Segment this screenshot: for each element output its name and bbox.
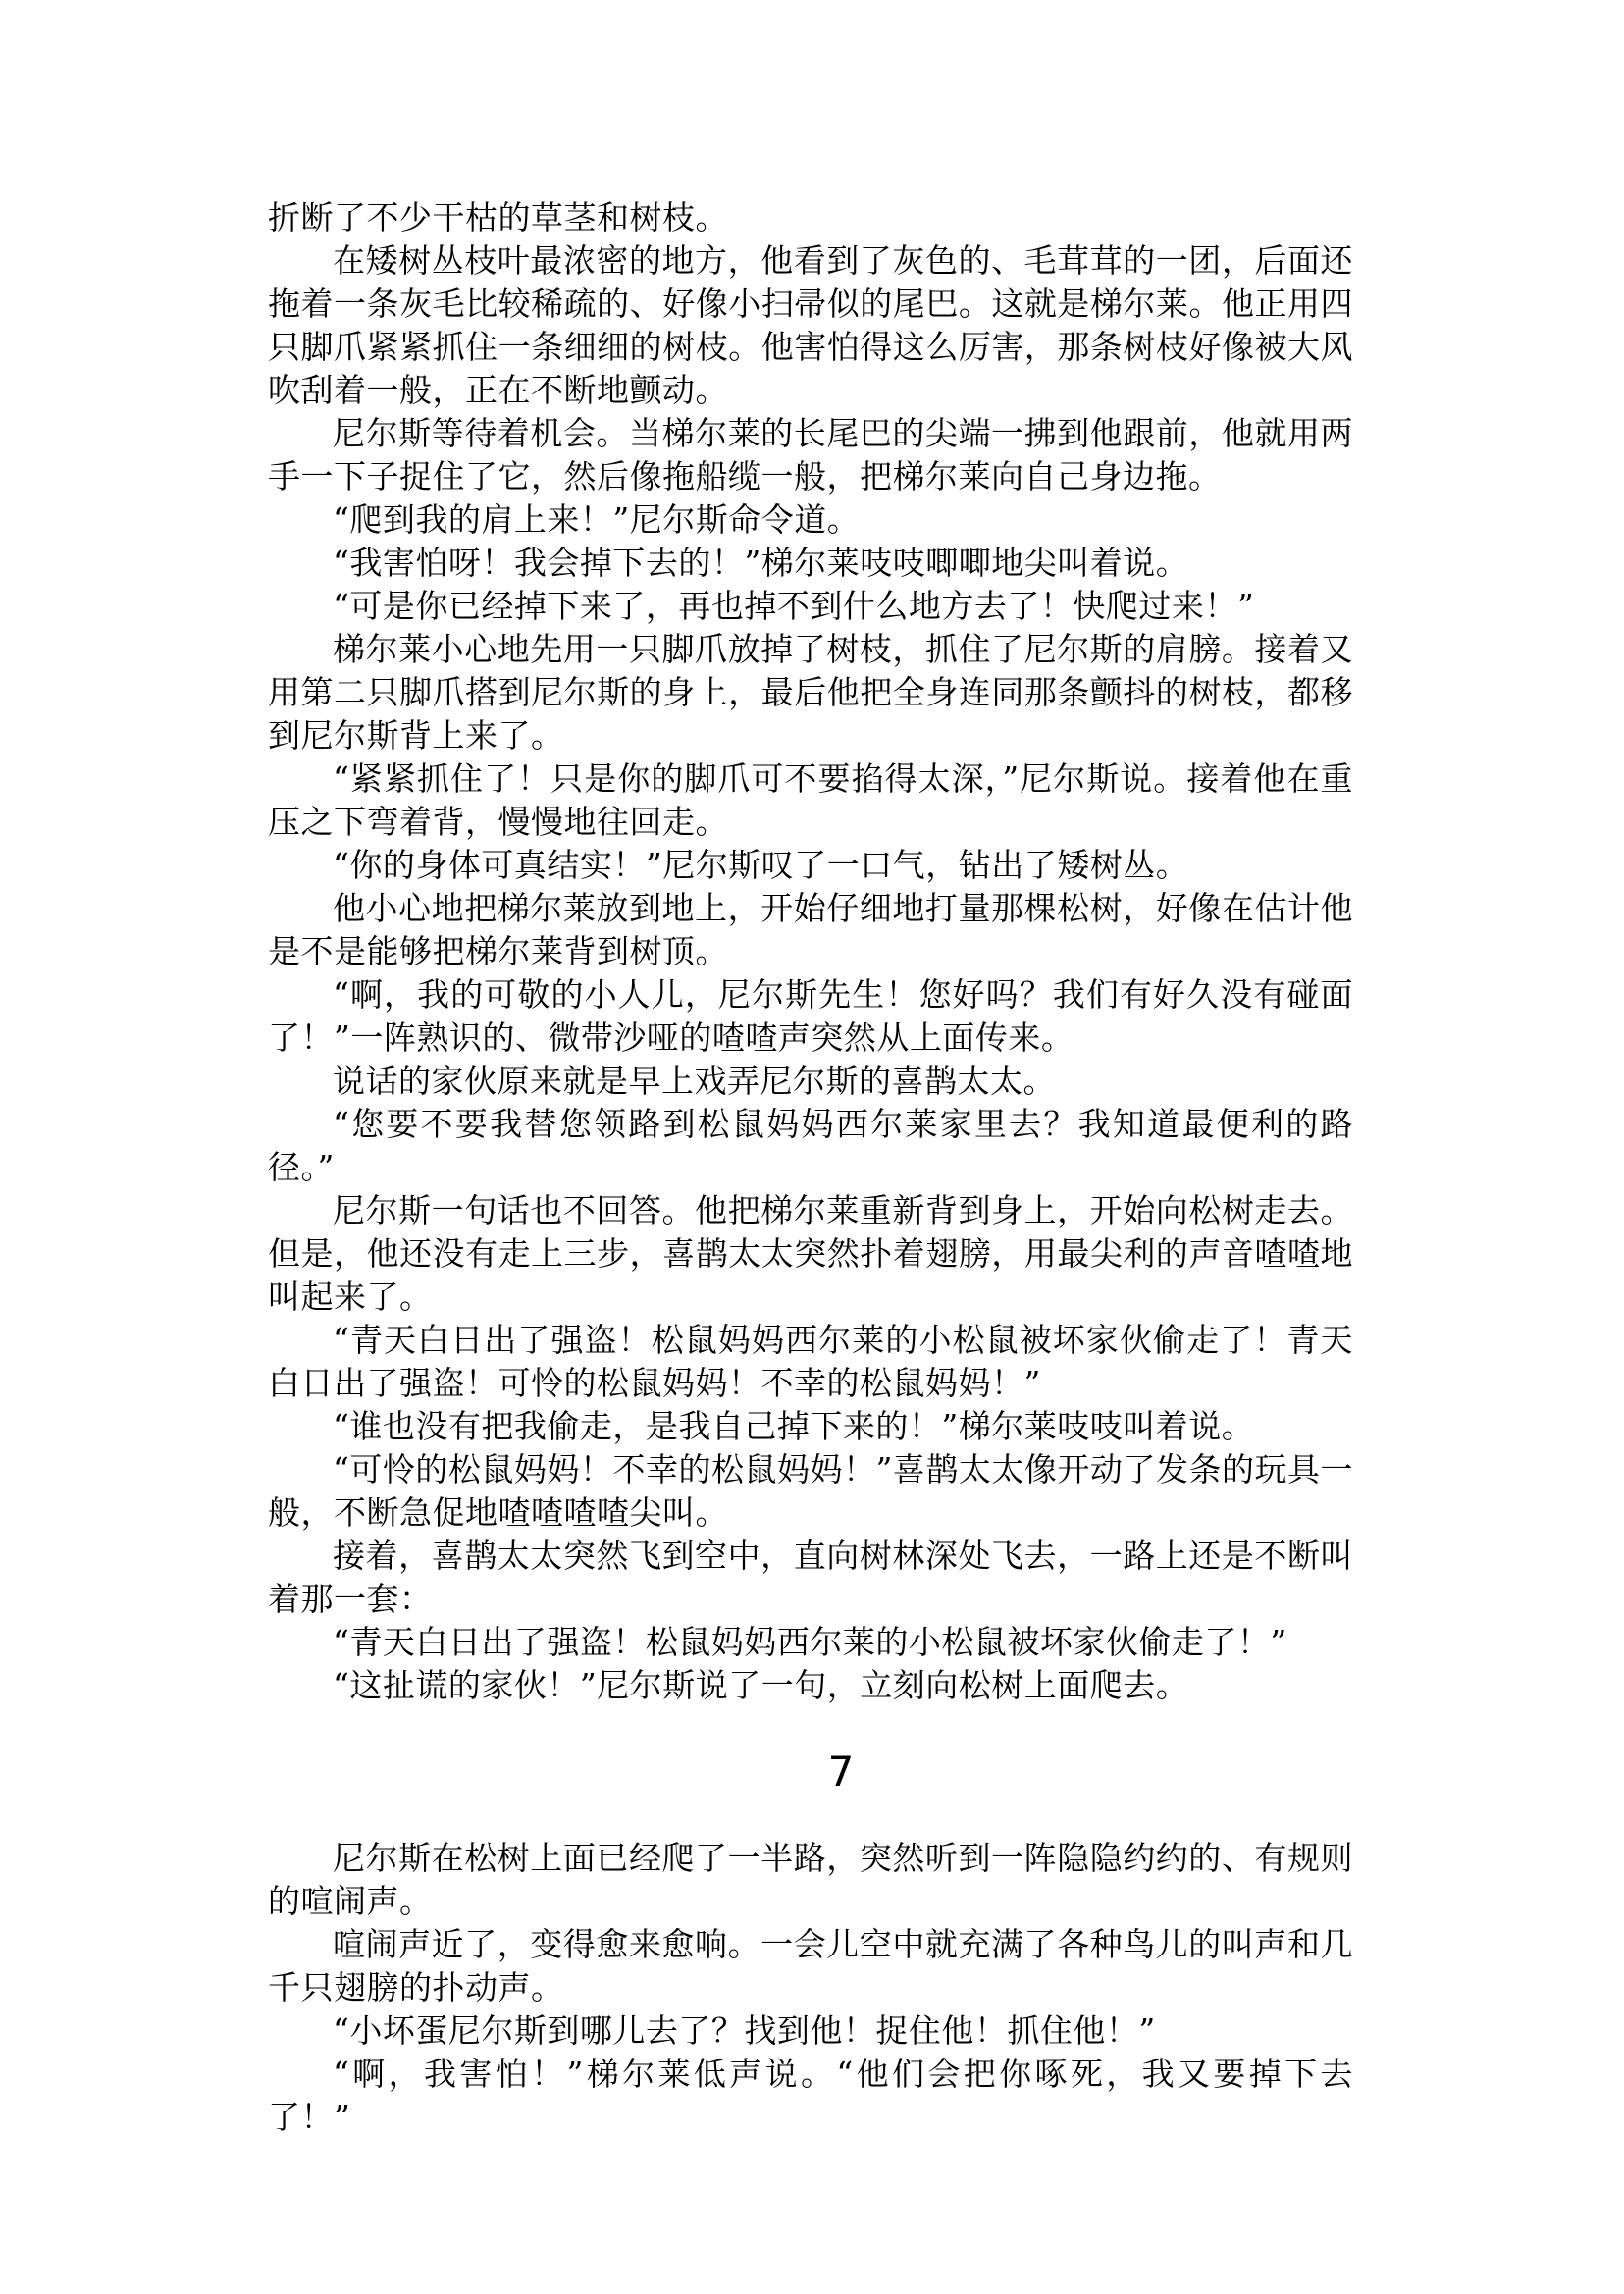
paragraph: “青天白日出了强盗！松鼠妈妈西尔莱的小松鼠被坏家伙偷走了！” bbox=[333, 1623, 1287, 1661]
paragraph: 梯尔莱小心地先用一只脚爪放掉了树枝，抓住了尼尔斯的肩膀。接着又用第二只脚爪搭到尼尔斯的身上，最后他把全身连同那条颤抖的树枝，都移到尼尔斯背上来了。 bbox=[268, 630, 1353, 755]
paragraph: “小坏蛋尼尔斯到哪儿去了？找到他！捉住他！抓住他！” bbox=[333, 2011, 1156, 2050]
paragraph: 说话的家伙原来就是早上戏弄尼尔斯的喜鹊太太。 bbox=[333, 1062, 1056, 1100]
paragraph: “爬到我的肩上来！”尼尔斯命令道。 bbox=[333, 500, 861, 539]
paragraph: 尼尔斯等待着机会。当梯尔莱的长尾巴的尖端一拂到他跟前，他就用两手一下子捉住了它，然后像拖船缆一般，把梯尔莱向自己身边拖。 bbox=[268, 414, 1353, 495]
paragraph: “谁也没有把我偷走，是我自己掉下来的！”梯尔莱吱吱叫着说。 bbox=[333, 1407, 1255, 1445]
paragraph: “这扯谎的家伙！”尼尔斯说了一句，立刻向松树上面爬去。 bbox=[333, 1666, 1189, 1704]
paragraph: “你的身体可真结实！”尼尔斯叹了一口气，钻出了矮树丛。 bbox=[333, 846, 1189, 884]
paragraph: “啊，我害怕！”梯尔莱低声说。“他们会把你啄死，我又要掉下去了！” bbox=[268, 2055, 1353, 2136]
paragraph: 尼尔斯一句话也不回答。他把梯尔莱重新背到身上，开始向松树走去。但是，他还没有走上三步，喜鹊太太突然扑着翅膀，用最尖利的声音喳喳地叫起来了。 bbox=[268, 1191, 1353, 1316]
paragraph: “啊，我的可敬的小人儿，尼尔斯先生！您好吗？我们有好久没有碰面了！”一阵熟识的、微带沙哑的喳喳声突然从上面传来。 bbox=[268, 975, 1353, 1057]
paragraph: “紧紧抓住了！只是你的脚爪可不要掐得太深，”尼尔斯说。接着他在重压之下弯着背，慢慢地往回走。 bbox=[268, 759, 1353, 841]
paragraph: 接着，喜鹊太太突然飞到空中，直向树林深处飞去，一路上还是不断叫着那一套： bbox=[268, 1537, 1353, 1618]
paragraph: 折断了不少干枯的草茎和树枝。 bbox=[268, 198, 728, 236]
paragraph: “可怜的松鼠妈妈！不幸的松鼠妈妈！”喜鹊太太像开动了发条的玩具一般，不断急促地喳喳喳喳尖叫。 bbox=[268, 1450, 1353, 1532]
chapter-number-heading: 7 bbox=[827, 1747, 855, 1796]
paragraph: “我害怕呀！我会掉下去的！”梯尔莱吱吱唧唧地尖叫着说。 bbox=[333, 544, 1189, 582]
paragraph: “您要不要我替您领路到松鼠妈妈西尔莱家里去？我知道最便利的路径。” bbox=[268, 1105, 1353, 1186]
text-block bbox=[268, 196, 1353, 2139]
paragraph: “青天白日出了强盗！松鼠妈妈西尔莱的小松鼠被坏家伙偷走了！青天白日出了强盗！可怜的松鼠妈妈！不幸的松鼠妈妈！” bbox=[268, 1321, 1353, 1402]
paragraph: 喧闹声近了，变得愈来愈响。一会儿空中就充满了各种鸟儿的叫声和几千只翅膀的扑动声。 bbox=[268, 1925, 1353, 2007]
paragraph: 在矮树丛枝叶最浓密的地方，他看到了灰色的、毛茸茸的一团，后面还拖着一条灰毛比较稀疏的、好像小扫帚似的尾巴。这就是梯尔莱。他正用四只脚爪紧紧抓住一条细细的树枝。他害怕得这么厉害，那条树枝好像被大风吹刮着一般，正在不断地颤动。 bbox=[268, 241, 1353, 409]
paragraph: “可是你已经掉下来了，再也掉不到什么地方去了！快爬过来！” bbox=[333, 587, 1255, 625]
paragraph: 他小心地把梯尔莱放到地上，开始仔细地打量那棵松树，好像在估计他是不是能够把梯尔莱背到树顶。 bbox=[268, 889, 1353, 970]
paragraph: 尼尔斯在松树上面已经爬了一半路，突然听到一阵隐隐约约的、有规则的喧闹声。 bbox=[268, 1839, 1353, 1920]
